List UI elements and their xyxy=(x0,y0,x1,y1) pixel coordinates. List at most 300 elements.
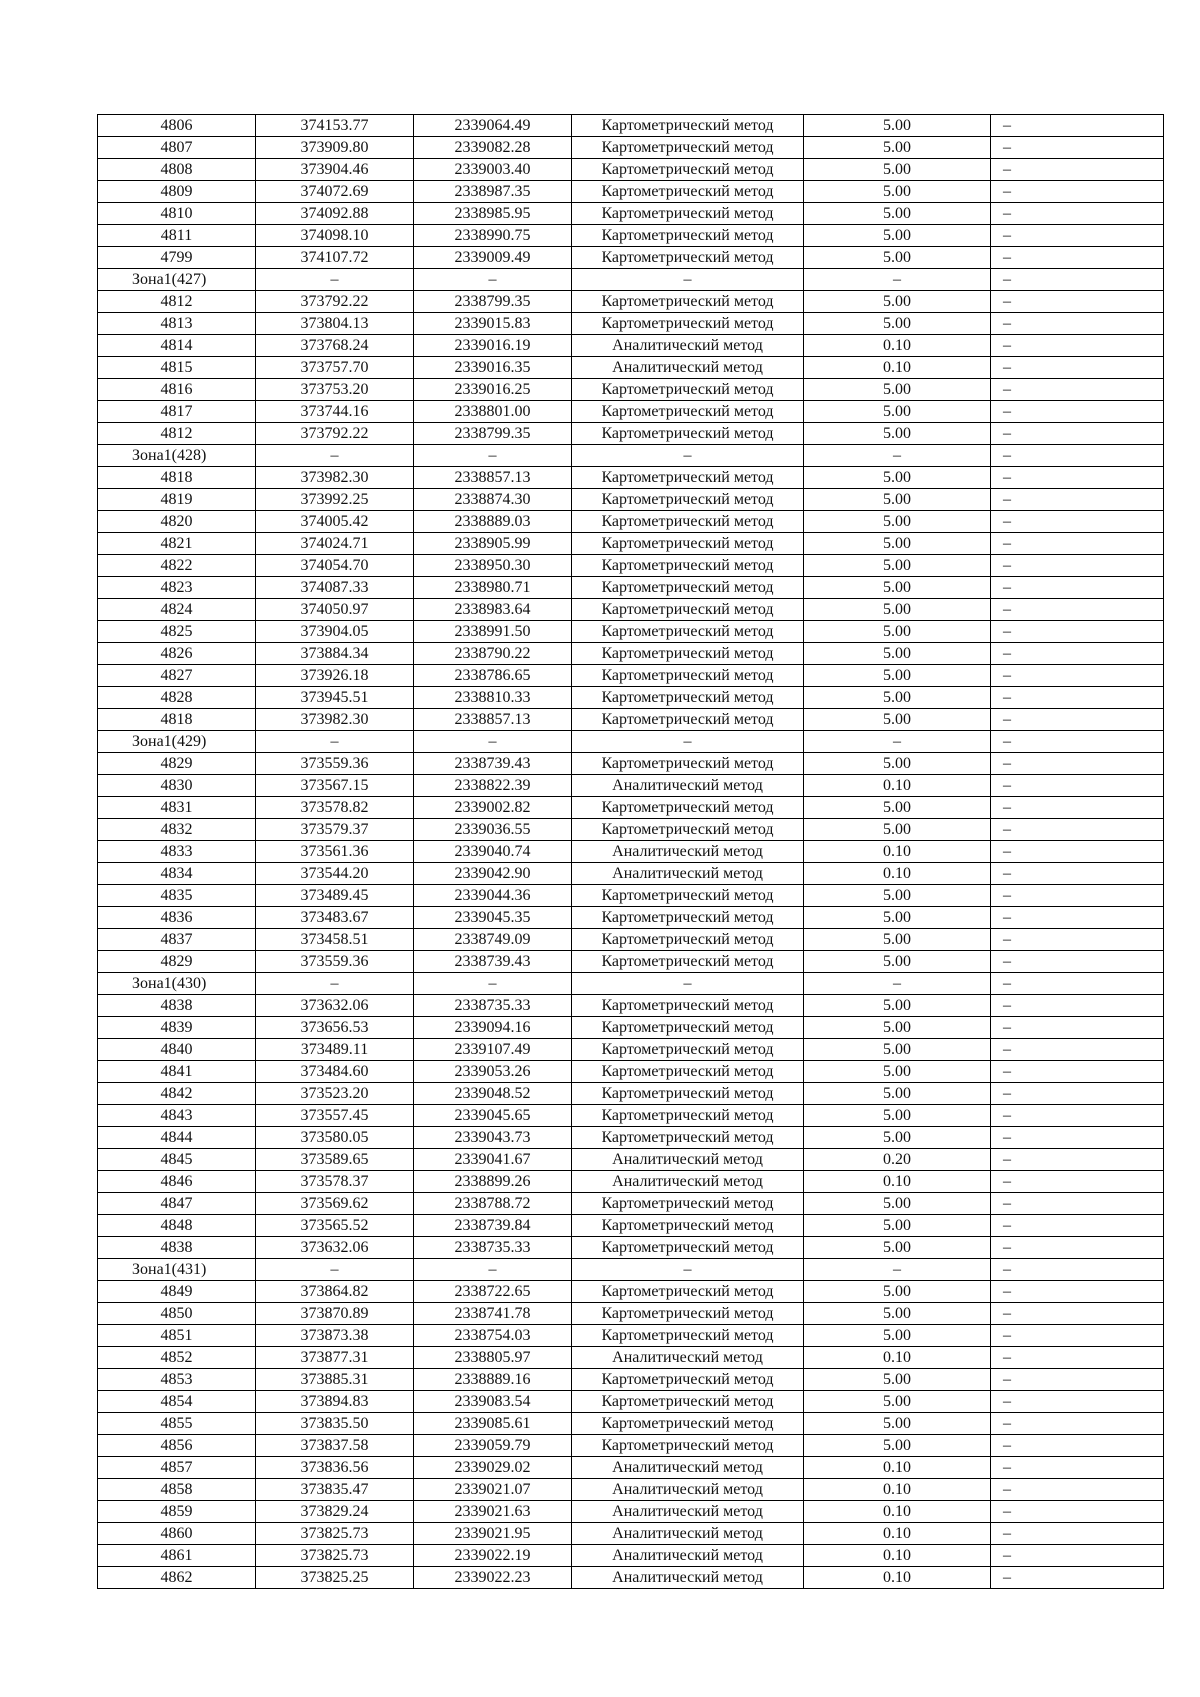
x-coordinate-cell: – xyxy=(256,269,414,291)
x-coordinate-cell: 373894.83 xyxy=(256,1391,414,1413)
description-cell: – xyxy=(991,1347,1164,1369)
description-cell: – xyxy=(991,269,1164,291)
x-coordinate-cell: 374098.10 xyxy=(256,225,414,247)
point-number-cell: 4820 xyxy=(98,511,256,533)
accuracy-cell: 0.20 xyxy=(804,1149,991,1171)
y-coordinate-cell: 2339044.36 xyxy=(414,885,572,907)
y-coordinate-cell: 2338874.30 xyxy=(414,489,572,511)
table-row xyxy=(98,533,1164,555)
method-cell: Аналитический метод xyxy=(572,1501,804,1523)
y-coordinate-cell: 2338735.33 xyxy=(414,995,572,1017)
description-cell: – xyxy=(991,1105,1164,1127)
y-coordinate-cell: 2339082.28 xyxy=(414,137,572,159)
accuracy-cell: 0.10 xyxy=(804,1479,991,1501)
description-cell: – xyxy=(991,643,1164,665)
y-coordinate-cell: 2339045.35 xyxy=(414,907,572,929)
table-row xyxy=(98,1567,1164,1589)
method-cell: Картометрический метод xyxy=(572,753,804,775)
description-cell: – xyxy=(991,401,1164,423)
x-coordinate-cell: 373873.38 xyxy=(256,1325,414,1347)
description-cell: – xyxy=(991,445,1164,467)
description-cell: – xyxy=(991,819,1164,841)
method-cell: Картометрический метод xyxy=(572,511,804,533)
accuracy-cell: 5.00 xyxy=(804,1215,991,1237)
x-coordinate-cell: 373804.13 xyxy=(256,313,414,335)
description-cell: – xyxy=(991,489,1164,511)
y-coordinate-cell: 2338950.30 xyxy=(414,555,572,577)
x-coordinate-cell: 373825.73 xyxy=(256,1545,414,1567)
description-cell: – xyxy=(991,1325,1164,1347)
zone-header-row xyxy=(98,269,1164,291)
x-coordinate-cell: 373992.25 xyxy=(256,489,414,511)
x-coordinate-cell: 374050.97 xyxy=(256,599,414,621)
method-cell: Аналитический метод xyxy=(572,1457,804,1479)
y-coordinate-cell: 2338985.95 xyxy=(414,203,572,225)
accuracy-cell: 5.00 xyxy=(804,555,991,577)
y-coordinate-cell: 2339029.02 xyxy=(414,1457,572,1479)
point-number-cell: 4832 xyxy=(98,819,256,841)
x-coordinate-cell: 374092.88 xyxy=(256,203,414,225)
description-cell: – xyxy=(991,709,1164,731)
point-number-cell: 4848 xyxy=(98,1215,256,1237)
point-number-cell: 4858 xyxy=(98,1479,256,1501)
table-row xyxy=(98,929,1164,951)
zone-label-cell: Зона1(431) xyxy=(98,1259,256,1281)
table-row xyxy=(98,1391,1164,1413)
point-number-cell: 4851 xyxy=(98,1325,256,1347)
accuracy-cell: 5.00 xyxy=(804,291,991,313)
method-cell: Картометрический метод xyxy=(572,401,804,423)
table-row xyxy=(98,599,1164,621)
x-coordinate-cell: 374005.42 xyxy=(256,511,414,533)
point-number-cell: 4839 xyxy=(98,1017,256,1039)
accuracy-cell: 0.10 xyxy=(804,357,991,379)
point-number-cell: 4840 xyxy=(98,1039,256,1061)
description-cell: – xyxy=(991,1039,1164,1061)
method-cell: Картометрический метод xyxy=(572,467,804,489)
table-row xyxy=(98,489,1164,511)
x-coordinate-cell: 373632.06 xyxy=(256,995,414,1017)
x-coordinate-cell: 373835.47 xyxy=(256,1479,414,1501)
table-row xyxy=(98,863,1164,885)
point-number-cell: 4838 xyxy=(98,1237,256,1259)
table-row xyxy=(98,1061,1164,1083)
accuracy-cell: – xyxy=(804,731,991,753)
accuracy-cell: 5.00 xyxy=(804,929,991,951)
zone-header-row xyxy=(98,731,1164,753)
table-row xyxy=(98,1325,1164,1347)
x-coordinate-cell: 374024.71 xyxy=(256,533,414,555)
point-number-cell: 4836 xyxy=(98,907,256,929)
y-coordinate-cell: 2338786.65 xyxy=(414,665,572,687)
table-row xyxy=(98,357,1164,379)
method-cell: Картометрический метод xyxy=(572,1061,804,1083)
y-coordinate-cell: – xyxy=(414,731,572,753)
accuracy-cell: 5.00 xyxy=(804,423,991,445)
x-coordinate-cell: 373945.51 xyxy=(256,687,414,709)
table-row xyxy=(98,379,1164,401)
method-cell: Картометрический метод xyxy=(572,797,804,819)
y-coordinate-cell: – xyxy=(414,1259,572,1281)
point-number-cell: 4829 xyxy=(98,753,256,775)
y-coordinate-cell: 2339002.82 xyxy=(414,797,572,819)
y-coordinate-cell: 2338905.99 xyxy=(414,533,572,555)
table-row xyxy=(98,1523,1164,1545)
method-cell: Картометрический метод xyxy=(572,423,804,445)
coordinates-table xyxy=(97,114,1164,1589)
x-coordinate-cell: 373483.67 xyxy=(256,907,414,929)
y-coordinate-cell: 2338754.03 xyxy=(414,1325,572,1347)
y-coordinate-cell: 2339094.16 xyxy=(414,1017,572,1039)
description-cell: – xyxy=(991,423,1164,445)
description-cell: – xyxy=(991,1303,1164,1325)
point-number-cell: 4825 xyxy=(98,621,256,643)
description-cell: – xyxy=(991,313,1164,335)
point-number-cell: 4810 xyxy=(98,203,256,225)
point-number-cell: 4835 xyxy=(98,885,256,907)
y-coordinate-cell: 2338749.09 xyxy=(414,929,572,951)
point-number-cell: 4844 xyxy=(98,1127,256,1149)
method-cell: Аналитический метод xyxy=(572,1523,804,1545)
table-row xyxy=(98,247,1164,269)
y-coordinate-cell: 2338983.64 xyxy=(414,599,572,621)
description-cell: – xyxy=(991,1523,1164,1545)
y-coordinate-cell: 2338991.50 xyxy=(414,621,572,643)
description-cell: – xyxy=(991,1215,1164,1237)
accuracy-cell: 5.00 xyxy=(804,665,991,687)
x-coordinate-cell: 373792.22 xyxy=(256,291,414,313)
y-coordinate-cell: 2338889.16 xyxy=(414,1369,572,1391)
method-cell: Аналитический метод xyxy=(572,1479,804,1501)
method-cell: Картометрический метод xyxy=(572,1127,804,1149)
method-cell: Аналитический метод xyxy=(572,1567,804,1589)
table-row xyxy=(98,819,1164,841)
y-coordinate-cell: 2339022.19 xyxy=(414,1545,572,1567)
method-cell: Картометрический метод xyxy=(572,1391,804,1413)
table-row xyxy=(98,1369,1164,1391)
x-coordinate-cell: 373557.45 xyxy=(256,1105,414,1127)
y-coordinate-cell: 2338889.03 xyxy=(414,511,572,533)
x-coordinate-cell: 373544.20 xyxy=(256,863,414,885)
point-number-cell: 4841 xyxy=(98,1061,256,1083)
y-coordinate-cell: 2339043.73 xyxy=(414,1127,572,1149)
method-cell: Картометрический метод xyxy=(572,951,804,973)
description-cell: – xyxy=(991,1237,1164,1259)
accuracy-cell: 0.10 xyxy=(804,1545,991,1567)
accuracy-cell: 0.10 xyxy=(804,863,991,885)
y-coordinate-cell: 2338788.72 xyxy=(414,1193,572,1215)
y-coordinate-cell: 2338987.35 xyxy=(414,181,572,203)
x-coordinate-cell: 373561.36 xyxy=(256,841,414,863)
point-number-cell: 4833 xyxy=(98,841,256,863)
description-cell: – xyxy=(991,687,1164,709)
point-number-cell: 4843 xyxy=(98,1105,256,1127)
table-row xyxy=(98,1237,1164,1259)
x-coordinate-cell: 373757.70 xyxy=(256,357,414,379)
method-cell: Картометрический метод xyxy=(572,1017,804,1039)
y-coordinate-cell: 2338799.35 xyxy=(414,291,572,313)
description-cell: – xyxy=(991,1501,1164,1523)
accuracy-cell: 5.00 xyxy=(804,137,991,159)
accuracy-cell: 5.00 xyxy=(804,709,991,731)
point-number-cell: 4860 xyxy=(98,1523,256,1545)
description-cell: – xyxy=(991,335,1164,357)
y-coordinate-cell: 2339016.25 xyxy=(414,379,572,401)
accuracy-cell: – xyxy=(804,445,991,467)
y-coordinate-cell: 2338805.97 xyxy=(414,1347,572,1369)
y-coordinate-cell: 2338899.26 xyxy=(414,1171,572,1193)
table-row xyxy=(98,775,1164,797)
point-number-cell: 4809 xyxy=(98,181,256,203)
method-cell: Картометрический метод xyxy=(572,885,804,907)
table-row xyxy=(98,1215,1164,1237)
description-cell: – xyxy=(991,929,1164,951)
method-cell: Картометрический метод xyxy=(572,1435,804,1457)
method-cell: Картометрический метод xyxy=(572,995,804,1017)
x-coordinate-cell: 373926.18 xyxy=(256,665,414,687)
table-row xyxy=(98,995,1164,1017)
table-row xyxy=(98,753,1164,775)
point-number-cell: 4838 xyxy=(98,995,256,1017)
table-row xyxy=(98,1171,1164,1193)
x-coordinate-cell: – xyxy=(256,445,414,467)
x-coordinate-cell: 374072.69 xyxy=(256,181,414,203)
accuracy-cell: 5.00 xyxy=(804,401,991,423)
description-cell: – xyxy=(991,1061,1164,1083)
y-coordinate-cell: 2338739.43 xyxy=(414,753,572,775)
table-row xyxy=(98,885,1164,907)
y-coordinate-cell: 2338722.65 xyxy=(414,1281,572,1303)
y-coordinate-cell: 2338990.75 xyxy=(414,225,572,247)
x-coordinate-cell: 373632.06 xyxy=(256,1237,414,1259)
method-cell: Картометрический метод xyxy=(572,1215,804,1237)
table-row xyxy=(98,203,1164,225)
method-cell: Картометрический метод xyxy=(572,115,804,137)
accuracy-cell: 5.00 xyxy=(804,313,991,335)
description-cell: – xyxy=(991,357,1164,379)
table-row xyxy=(98,577,1164,599)
description-cell: – xyxy=(991,1567,1164,1589)
description-cell: – xyxy=(991,665,1164,687)
accuracy-cell: 0.10 xyxy=(804,841,991,863)
accuracy-cell: 5.00 xyxy=(804,599,991,621)
table-row xyxy=(98,841,1164,863)
accuracy-cell: 5.00 xyxy=(804,1435,991,1457)
x-coordinate-cell: – xyxy=(256,731,414,753)
method-cell: Картометрический метод xyxy=(572,907,804,929)
y-coordinate-cell: 2339036.55 xyxy=(414,819,572,841)
accuracy-cell: 5.00 xyxy=(804,1083,991,1105)
description-cell: – xyxy=(991,1017,1164,1039)
y-coordinate-cell: 2338739.43 xyxy=(414,951,572,973)
x-coordinate-cell: 373753.20 xyxy=(256,379,414,401)
point-number-cell: 4830 xyxy=(98,775,256,797)
method-cell: Картометрический метод xyxy=(572,379,804,401)
table-row xyxy=(98,1083,1164,1105)
accuracy-cell: 0.10 xyxy=(804,1347,991,1369)
x-coordinate-cell: 373569.62 xyxy=(256,1193,414,1215)
x-coordinate-cell: 373579.37 xyxy=(256,819,414,841)
method-cell: Картометрический метод xyxy=(572,291,804,313)
method-cell: Картометрический метод xyxy=(572,1105,804,1127)
accuracy-cell: 5.00 xyxy=(804,1105,991,1127)
table-row xyxy=(98,291,1164,313)
accuracy-cell: 5.00 xyxy=(804,885,991,907)
point-number-cell: 4847 xyxy=(98,1193,256,1215)
y-coordinate-cell: 2339041.67 xyxy=(414,1149,572,1171)
point-number-cell: 4849 xyxy=(98,1281,256,1303)
description-cell: – xyxy=(991,577,1164,599)
method-cell: Картометрический метод xyxy=(572,533,804,555)
accuracy-cell: 5.00 xyxy=(804,1039,991,1061)
accuracy-cell: 5.00 xyxy=(804,1303,991,1325)
accuracy-cell: 0.10 xyxy=(804,1171,991,1193)
point-number-cell: 4862 xyxy=(98,1567,256,1589)
description-cell: – xyxy=(991,1479,1164,1501)
x-coordinate-cell: 373982.30 xyxy=(256,467,414,489)
accuracy-cell: 5.00 xyxy=(804,379,991,401)
y-coordinate-cell: 2339083.54 xyxy=(414,1391,572,1413)
point-number-cell: 4816 xyxy=(98,379,256,401)
method-cell: – xyxy=(572,731,804,753)
point-number-cell: 4806 xyxy=(98,115,256,137)
x-coordinate-cell: 374054.70 xyxy=(256,555,414,577)
table-row xyxy=(98,511,1164,533)
y-coordinate-cell: – xyxy=(414,445,572,467)
x-coordinate-cell: 373656.53 xyxy=(256,1017,414,1039)
method-cell: Аналитический метод xyxy=(572,841,804,863)
accuracy-cell: 0.10 xyxy=(804,1567,991,1589)
method-cell: Картометрический метод xyxy=(572,159,804,181)
point-number-cell: 4845 xyxy=(98,1149,256,1171)
y-coordinate-cell: 2339015.83 xyxy=(414,313,572,335)
y-coordinate-cell: 2339021.95 xyxy=(414,1523,572,1545)
point-number-cell: 4842 xyxy=(98,1083,256,1105)
accuracy-cell: 5.00 xyxy=(804,1237,991,1259)
accuracy-cell: 5.00 xyxy=(804,1281,991,1303)
accuracy-cell: 5.00 xyxy=(804,511,991,533)
accuracy-cell: 5.00 xyxy=(804,159,991,181)
method-cell: Аналитический метод xyxy=(572,1171,804,1193)
table-row xyxy=(98,1303,1164,1325)
method-cell: Картометрический метод xyxy=(572,1369,804,1391)
point-number-cell: 4853 xyxy=(98,1369,256,1391)
table-row xyxy=(98,159,1164,181)
accuracy-cell: 5.00 xyxy=(804,1413,991,1435)
table-row xyxy=(98,335,1164,357)
accuracy-cell: 0.10 xyxy=(804,335,991,357)
method-cell: – xyxy=(572,445,804,467)
point-number-cell: 4834 xyxy=(98,863,256,885)
table-row xyxy=(98,709,1164,731)
method-cell: Картометрический метод xyxy=(572,599,804,621)
point-number-cell: 4817 xyxy=(98,401,256,423)
point-number-cell: 4808 xyxy=(98,159,256,181)
method-cell: Картометрический метод xyxy=(572,247,804,269)
x-coordinate-cell: 373559.36 xyxy=(256,753,414,775)
y-coordinate-cell: 2338739.84 xyxy=(414,1215,572,1237)
y-coordinate-cell: 2338810.33 xyxy=(414,687,572,709)
point-number-cell: 4829 xyxy=(98,951,256,973)
point-number-cell: 4846 xyxy=(98,1171,256,1193)
x-coordinate-cell: 373589.65 xyxy=(256,1149,414,1171)
x-coordinate-cell: 374107.72 xyxy=(256,247,414,269)
table-row xyxy=(98,797,1164,819)
table-row xyxy=(98,1149,1164,1171)
method-cell: Картометрический метод xyxy=(572,555,804,577)
x-coordinate-cell: 373567.15 xyxy=(256,775,414,797)
point-number-cell: 4859 xyxy=(98,1501,256,1523)
accuracy-cell: 5.00 xyxy=(804,687,991,709)
method-cell: Картометрический метод xyxy=(572,577,804,599)
description-cell: – xyxy=(991,1457,1164,1479)
y-coordinate-cell: 2339064.49 xyxy=(414,115,572,137)
y-coordinate-cell: 2338790.22 xyxy=(414,643,572,665)
description-cell: – xyxy=(991,1127,1164,1149)
y-coordinate-cell: 2339048.52 xyxy=(414,1083,572,1105)
method-cell: Аналитический метод xyxy=(572,1149,804,1171)
method-cell: Картометрический метод xyxy=(572,1413,804,1435)
coordinates-table-body xyxy=(98,115,1164,1589)
accuracy-cell: 5.00 xyxy=(804,1391,991,1413)
description-cell: – xyxy=(991,159,1164,181)
y-coordinate-cell: 2339053.26 xyxy=(414,1061,572,1083)
y-coordinate-cell: 2338801.00 xyxy=(414,401,572,423)
x-coordinate-cell: 373559.36 xyxy=(256,951,414,973)
table-row xyxy=(98,1193,1164,1215)
x-coordinate-cell: 373877.31 xyxy=(256,1347,414,1369)
method-cell: Аналитический метод xyxy=(572,863,804,885)
y-coordinate-cell: 2338822.39 xyxy=(414,775,572,797)
accuracy-cell: – xyxy=(804,973,991,995)
y-coordinate-cell: 2338857.13 xyxy=(414,709,572,731)
description-cell: – xyxy=(991,599,1164,621)
x-coordinate-cell: 373489.45 xyxy=(256,885,414,907)
description-cell: – xyxy=(991,797,1164,819)
accuracy-cell: 5.00 xyxy=(804,621,991,643)
x-coordinate-cell: 374153.77 xyxy=(256,115,414,137)
accuracy-cell: 5.00 xyxy=(804,1017,991,1039)
method-cell: – xyxy=(572,973,804,995)
method-cell: Аналитический метод xyxy=(572,357,804,379)
accuracy-cell: 5.00 xyxy=(804,1061,991,1083)
point-number-cell: 4811 xyxy=(98,225,256,247)
accuracy-cell: 5.00 xyxy=(804,951,991,973)
accuracy-cell: 0.10 xyxy=(804,1457,991,1479)
point-number-cell: 4850 xyxy=(98,1303,256,1325)
point-number-cell: 4812 xyxy=(98,423,256,445)
x-coordinate-cell: 373578.82 xyxy=(256,797,414,819)
point-number-cell: 4818 xyxy=(98,709,256,731)
method-cell: Картометрический метод xyxy=(572,709,804,731)
description-cell: – xyxy=(991,907,1164,929)
description-cell: – xyxy=(991,1259,1164,1281)
method-cell: Картометрический метод xyxy=(572,203,804,225)
point-number-cell: 4822 xyxy=(98,555,256,577)
table-row xyxy=(98,665,1164,687)
point-number-cell: 4824 xyxy=(98,599,256,621)
table-row xyxy=(98,1479,1164,1501)
description-cell: – xyxy=(991,995,1164,1017)
point-number-cell: 4812 xyxy=(98,291,256,313)
accuracy-cell: 0.10 xyxy=(804,1523,991,1545)
description-cell: – xyxy=(991,731,1164,753)
table-row xyxy=(98,1413,1164,1435)
table-row xyxy=(98,1105,1164,1127)
x-coordinate-cell: 373489.11 xyxy=(256,1039,414,1061)
point-number-cell: 4857 xyxy=(98,1457,256,1479)
table-row xyxy=(98,1457,1164,1479)
